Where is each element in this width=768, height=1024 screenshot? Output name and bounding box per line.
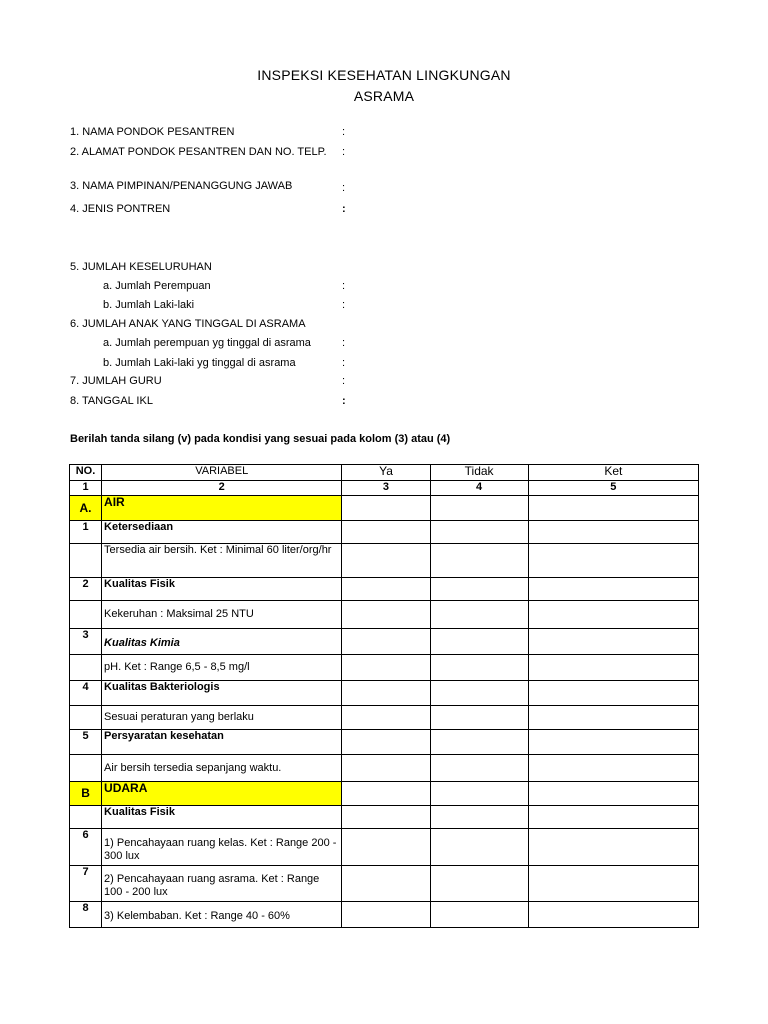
- row-no: [70, 755, 102, 782]
- header-ket: Ket: [528, 465, 698, 481]
- cell-tidak[interactable]: [430, 681, 528, 706]
- field-tanggal-ikl-colon: :: [342, 395, 346, 407]
- cell-ket[interactable]: [528, 544, 698, 578]
- field-jumlah-laki-laki: b. Jumlah Laki-laki: [103, 299, 195, 311]
- row-no: [70, 806, 102, 829]
- cell-ya[interactable]: [342, 629, 430, 655]
- row-no: B: [70, 782, 102, 806]
- table-row: [70, 730, 699, 755]
- table-row: [70, 521, 699, 544]
- cell-ket[interactable]: [528, 681, 698, 706]
- row-no: A.: [70, 496, 102, 521]
- table-row: [70, 755, 699, 782]
- cell-ket[interactable]: [528, 806, 698, 829]
- row-variabel: Sesuai peraturan yang berlaku: [102, 706, 342, 730]
- cell-ket[interactable]: [528, 866, 698, 902]
- table-row: [70, 601, 699, 629]
- field-jumlah-guru: 7. JUMLAH GURU: [70, 375, 162, 387]
- row-variabel: Ketersediaan: [102, 521, 342, 544]
- table-row: [70, 866, 699, 902]
- field-nama-pondok: 1. NAMA PONDOK PESANTREN: [70, 126, 235, 138]
- cell-ya[interactable]: [342, 829, 430, 866]
- col-number-3: 3: [342, 481, 430, 496]
- row-variabel: Kualitas Bakteriologis: [102, 681, 342, 706]
- document-title-line-2: ASRAMA: [353, 88, 415, 104]
- row-no: [70, 655, 102, 681]
- row-no: [70, 544, 102, 578]
- table-row: [70, 782, 699, 806]
- section-label-air: AIR: [102, 496, 342, 521]
- field-jumlah-guru-colon: :: [342, 375, 346, 387]
- field-tanggal-ikl: 8. TANGGAL IKL: [70, 395, 153, 407]
- field-perempuan-asrama-colon: :: [342, 337, 346, 349]
- cell-tidak[interactable]: [430, 578, 528, 601]
- header-ya: Ya: [342, 465, 430, 481]
- row-variabel: pH. Ket : Range 6,5 - 8,5 mg/l: [102, 655, 342, 681]
- table-row: [70, 629, 699, 655]
- cell-tidak[interactable]: [430, 866, 528, 902]
- field-jenis-pontren: 4. JENIS PONTREN: [70, 203, 171, 215]
- table-header-row: [70, 465, 699, 481]
- field-pimpinan-colon: :: [342, 182, 346, 194]
- section-label-udara: UDARA: [102, 782, 342, 806]
- table-row: [70, 578, 699, 601]
- cell-ya[interactable]: [342, 730, 430, 755]
- cell-tidak[interactable]: [430, 782, 528, 806]
- cell-ya[interactable]: [342, 782, 430, 806]
- cell-ket[interactable]: [528, 829, 698, 866]
- table-row: [70, 655, 699, 681]
- cell-ket[interactable]: [528, 601, 698, 629]
- header-variabel: VARIABEL: [102, 465, 342, 481]
- cell-ya[interactable]: [342, 521, 430, 544]
- row-no: 1: [70, 521, 102, 544]
- cell-tidak[interactable]: [430, 829, 528, 866]
- field-alamat: 2. ALAMAT PONDOK PESANTREN DAN NO. TELP.: [70, 146, 327, 158]
- cell-ket[interactable]: [528, 578, 698, 601]
- cell-tidak[interactable]: [430, 544, 528, 578]
- field-jumlah-keseluruhan: 5. JUMLAH KESELURUHAN: [70, 261, 212, 273]
- row-variabel: 1) Pencahayaan ruang kelas. Ket : Range 200 - 300 lux: [102, 829, 342, 866]
- cell-ket[interactable]: [528, 655, 698, 681]
- cell-ya[interactable]: [342, 755, 430, 782]
- table-row: [70, 806, 699, 829]
- header-tidak: Tidak: [430, 465, 528, 481]
- cell-tidak[interactable]: [430, 496, 528, 521]
- table-row: [70, 706, 699, 730]
- table-row: [70, 902, 699, 928]
- row-no: [70, 601, 102, 629]
- cell-ya[interactable]: [342, 681, 430, 706]
- cell-ya[interactable]: [342, 902, 430, 928]
- cell-tidak[interactable]: [430, 601, 528, 629]
- field-jumlah-laki-laki-colon: :: [342, 299, 346, 311]
- cell-ya[interactable]: [342, 578, 430, 601]
- cell-ket[interactable]: [528, 755, 698, 782]
- cell-tidak[interactable]: [430, 629, 528, 655]
- instruction-text: Berilah tanda silang (v) pada kondisi yang sesuai pada kolom (3) atau (4): [70, 433, 451, 445]
- row-no: [70, 706, 102, 730]
- cell-tidak[interactable]: [430, 521, 528, 544]
- row-variabel: Kualitas Fisik: [102, 806, 342, 829]
- row-variabel: Tersedia air bersih. Ket : Minimal 60 liter/org/hr: [102, 544, 342, 578]
- field-perempuan-asrama: a. Jumlah perempuan yg tinggal di asrama: [103, 337, 311, 349]
- row-variabel: Persyaratan kesehatan: [102, 730, 342, 755]
- cell-ket[interactable]: [528, 782, 698, 806]
- row-variabel: Kualitas Fisik: [102, 578, 342, 601]
- column-number-row: [70, 481, 699, 496]
- header-no: NO.: [70, 465, 102, 481]
- col-number-4: 4: [430, 481, 528, 496]
- cell-ya[interactable]: [342, 866, 430, 902]
- field-laki-laki-asrama-colon: :: [342, 357, 346, 369]
- cell-ya[interactable]: [342, 655, 430, 681]
- document-title-line-1: INSPEKSI KESEHATAN LINGKUNGAN: [257, 67, 511, 83]
- cell-ket[interactable]: [528, 902, 698, 928]
- field-jumlah-perempuan-colon: :: [342, 280, 346, 292]
- row-no: 2: [70, 578, 102, 601]
- cell-ket[interactable]: [528, 730, 698, 755]
- field-laki-laki-asrama: b. Jumlah Laki-laki yg tinggal di asrama: [103, 357, 296, 369]
- cell-ya[interactable]: [342, 706, 430, 730]
- field-alamat-colon: :: [342, 146, 346, 158]
- cell-tidak[interactable]: [430, 755, 528, 782]
- row-no: 5: [70, 730, 102, 755]
- table-row: [70, 829, 699, 866]
- row-no: 7: [70, 866, 102, 902]
- cell-ket[interactable]: [528, 629, 698, 655]
- cell-tidak[interactable]: [430, 655, 528, 681]
- row-no: 6: [70, 829, 102, 866]
- cell-ket[interactable]: [528, 496, 698, 521]
- row-no: 3: [70, 629, 102, 655]
- row-variabel: Kualitas Kimia: [102, 629, 342, 655]
- row-variabel: 2) Pencahayaan ruang asrama. Ket : Range 100 - 200 lux: [102, 866, 342, 902]
- field-nama-pondok-colon: :: [342, 126, 346, 138]
- cell-tidak[interactable]: [430, 730, 528, 755]
- table-row: [70, 496, 699, 521]
- cell-tidak[interactable]: [430, 806, 528, 829]
- field-jumlah-anak-asrama: 6. JUMLAH ANAK YANG TINGGAL DI ASRAMA: [70, 318, 306, 330]
- col-number-2: 2: [102, 481, 342, 496]
- cell-ya[interactable]: [342, 544, 430, 578]
- row-no: 4: [70, 681, 102, 706]
- col-number-5: 5: [528, 481, 698, 496]
- cell-tidak[interactable]: [430, 706, 528, 730]
- table-row: [70, 681, 699, 706]
- field-jumlah-perempuan: a. Jumlah Perempuan: [103, 280, 211, 292]
- row-variabel: 3) Kelembaban. Ket : Range 40 - 60%: [102, 902, 342, 928]
- row-variabel: Kekeruhan : Maksimal 25 NTU: [102, 601, 342, 629]
- cell-ket[interactable]: [528, 706, 698, 730]
- inspection-table: [69, 464, 699, 928]
- cell-ket[interactable]: [528, 521, 698, 544]
- col-number-1: 1: [70, 481, 102, 496]
- table-row: [70, 544, 699, 578]
- field-pimpinan: 3. NAMA PIMPINAN/PENANGGUNG JAWAB: [70, 180, 293, 192]
- cell-ya[interactable]: [342, 496, 430, 521]
- cell-tidak[interactable]: [430, 902, 528, 928]
- cell-ya[interactable]: [342, 601, 430, 629]
- row-no: 8: [70, 902, 102, 928]
- field-jenis-pontren-colon: :: [342, 203, 346, 215]
- cell-ya[interactable]: [342, 806, 430, 829]
- row-variabel: Air bersih tersedia sepanjang waktu.: [102, 755, 342, 782]
